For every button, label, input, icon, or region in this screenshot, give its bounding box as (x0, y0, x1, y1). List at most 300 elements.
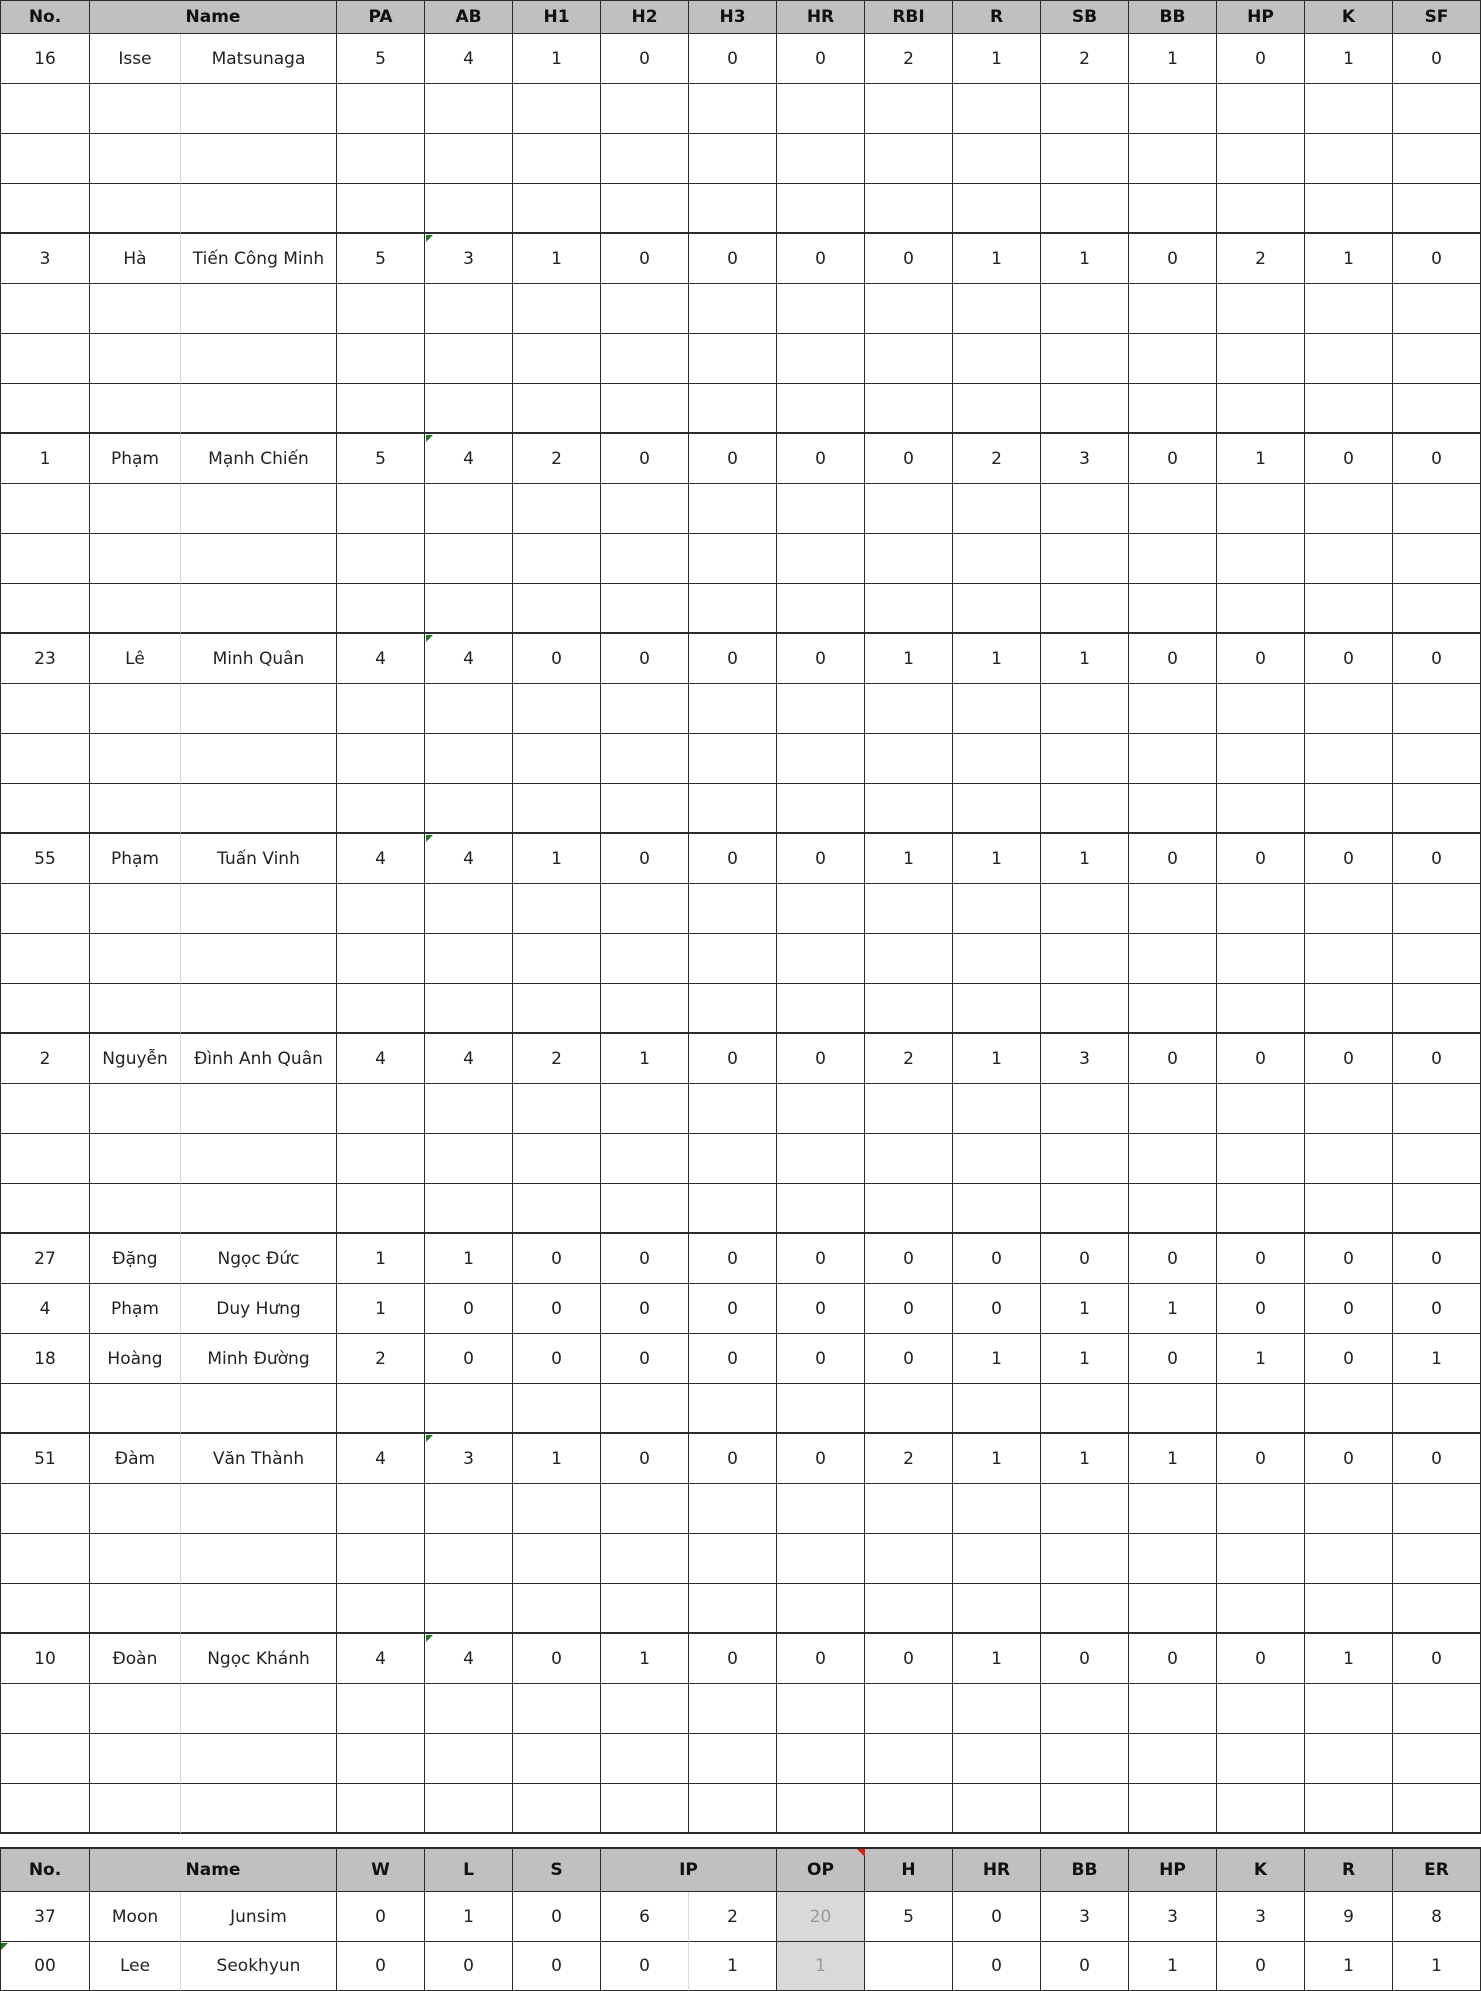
stat-cell[interactable] (1393, 1734, 1481, 1784)
stat-cell[interactable]: 4 (425, 34, 513, 84)
stat-cell[interactable]: 2 (513, 1034, 601, 1084)
stat-cell[interactable] (425, 884, 513, 934)
stat-cell[interactable]: 0 (1393, 1034, 1481, 1084)
stat-cell[interactable]: 0 (1305, 1284, 1393, 1334)
stat-cell[interactable] (865, 484, 953, 534)
stat-cell[interactable] (425, 484, 513, 534)
player-last-name[interactable]: Matsunaga (181, 34, 337, 84)
pitcher-k[interactable]: 3 (1217, 1892, 1305, 1942)
stat-cell[interactable] (689, 584, 777, 634)
stat-cell[interactable] (513, 334, 601, 384)
stat-cell[interactable] (777, 934, 865, 984)
stat-cell[interactable] (425, 734, 513, 784)
stat-cell[interactable] (425, 1584, 513, 1634)
player-number[interactable]: 27 (0, 1234, 90, 1284)
stat-cell[interactable] (337, 934, 425, 984)
stat-cell[interactable]: 1 (337, 1234, 425, 1284)
stat-cell[interactable] (1305, 1184, 1393, 1234)
stat-cell[interactable] (337, 884, 425, 934)
stat-cell[interactable]: 0 (1129, 1334, 1217, 1384)
player-number[interactable]: 2 (0, 1034, 90, 1084)
pitcher-ip-outs[interactable]: 1 (689, 1942, 777, 1991)
stat-cell[interactable]: 1 (953, 834, 1041, 884)
pitch-header-stat[interactable]: R (1305, 1848, 1393, 1892)
stat-cell[interactable] (1305, 784, 1393, 834)
stat-cell[interactable] (777, 684, 865, 734)
player-number[interactable] (0, 334, 90, 384)
stat-cell[interactable]: 0 (777, 1334, 865, 1384)
stat-cell[interactable]: 0 (601, 1284, 689, 1334)
stat-cell[interactable]: 0 (689, 234, 777, 284)
player-last-name[interactable] (181, 134, 337, 184)
stat-cell[interactable] (1305, 384, 1393, 434)
header-no[interactable]: No. (0, 0, 90, 34)
stat-cell[interactable] (513, 1784, 601, 1834)
stat-cell[interactable] (865, 384, 953, 434)
stat-cell[interactable]: 0 (865, 434, 953, 484)
player-first-name[interactable]: Đàm (90, 1434, 181, 1484)
player-first-name[interactable]: Hoàng (90, 1334, 181, 1384)
pitcher-s[interactable]: 0 (513, 1892, 601, 1942)
stat-cell[interactable]: 4 (425, 1634, 513, 1684)
stat-cell[interactable] (1305, 734, 1393, 784)
player-last-name[interactable] (181, 734, 337, 784)
stat-cell[interactable] (513, 84, 601, 134)
stat-cell[interactable]: 1 (1041, 1334, 1129, 1384)
player-first-name[interactable]: Phạm (90, 434, 181, 484)
stat-cell[interactable] (337, 284, 425, 334)
stat-cell[interactable]: 0 (1393, 434, 1481, 484)
pitcher-r[interactable]: 1 (1305, 1942, 1393, 1991)
stat-cell[interactable] (1217, 134, 1305, 184)
player-last-name[interactable]: Tuấn Vinh (181, 834, 337, 884)
stat-cell[interactable]: 0 (1129, 1034, 1217, 1084)
pitcher-last-name[interactable]: Junsim (181, 1892, 337, 1942)
player-number[interactable] (0, 684, 90, 734)
stat-cell[interactable]: 0 (601, 434, 689, 484)
stat-cell[interactable] (425, 1084, 513, 1134)
stat-cell[interactable] (865, 1384, 953, 1434)
player-number[interactable] (0, 384, 90, 434)
stat-cell[interactable] (337, 1784, 425, 1834)
stat-cell[interactable]: 0 (1217, 1434, 1305, 1484)
stat-cell[interactable] (425, 1484, 513, 1534)
player-number[interactable] (0, 1484, 90, 1534)
stat-cell[interactable] (1217, 384, 1305, 434)
stat-cell[interactable]: 1 (425, 1234, 513, 1284)
stat-cell[interactable]: 1 (953, 1634, 1041, 1684)
stat-cell[interactable] (689, 934, 777, 984)
stat-cell[interactable]: 0 (777, 1034, 865, 1084)
pitch-header-stat[interactable]: BB (1041, 1848, 1129, 1892)
player-first-name[interactable] (90, 1534, 181, 1584)
header-stat[interactable]: PA (337, 0, 425, 34)
stat-cell[interactable]: 1 (1305, 234, 1393, 284)
pitcher-er[interactable]: 8 (1393, 1892, 1481, 1942)
player-first-name[interactable] (90, 534, 181, 584)
stat-cell[interactable] (1041, 334, 1129, 384)
stat-cell[interactable] (1217, 1784, 1305, 1834)
stat-cell[interactable] (777, 884, 865, 934)
stat-cell[interactable] (1129, 1734, 1217, 1784)
stat-cell[interactable]: 0 (1129, 634, 1217, 684)
pitch-header-ip[interactable]: IP (601, 1848, 777, 1892)
player-first-name[interactable]: Phạm (90, 1284, 181, 1334)
stat-cell[interactable]: 1 (513, 234, 601, 284)
stat-cell[interactable]: 0 (777, 234, 865, 284)
header-stat[interactable]: SB (1041, 0, 1129, 34)
stat-cell[interactable] (1129, 884, 1217, 934)
stat-cell[interactable] (865, 984, 953, 1034)
stat-cell[interactable] (1129, 284, 1217, 334)
stat-cell[interactable] (777, 784, 865, 834)
stat-cell[interactable]: 0 (513, 1284, 601, 1334)
stat-cell[interactable] (689, 1134, 777, 1184)
pitch-header-stat[interactable]: K (1217, 1848, 1305, 1892)
stat-cell[interactable]: 0 (777, 1434, 865, 1484)
stat-cell[interactable] (1041, 384, 1129, 434)
pitch-header-no[interactable]: No. (0, 1848, 90, 1892)
player-first-name[interactable] (90, 1734, 181, 1784)
stat-cell[interactable] (513, 584, 601, 634)
stat-cell[interactable] (337, 534, 425, 584)
player-number[interactable] (0, 284, 90, 334)
stat-cell[interactable]: 0 (1041, 1634, 1129, 1684)
stat-cell[interactable]: 0 (865, 1234, 953, 1284)
stat-cell[interactable] (1217, 784, 1305, 834)
stat-cell[interactable] (601, 1084, 689, 1134)
stat-cell[interactable]: 0 (1305, 834, 1393, 884)
stat-cell[interactable] (1217, 734, 1305, 784)
pitch-header-name[interactable]: Name (90, 1848, 337, 1892)
player-first-name[interactable]: Đặng (90, 1234, 181, 1284)
stat-cell[interactable] (1305, 134, 1393, 184)
stat-cell[interactable]: 0 (513, 634, 601, 684)
stat-cell[interactable]: 0 (689, 634, 777, 684)
player-first-name[interactable] (90, 884, 181, 934)
player-number[interactable] (0, 1784, 90, 1834)
stat-cell[interactable] (601, 534, 689, 584)
section-gap[interactable] (0, 1834, 1481, 1848)
player-last-name[interactable]: Văn Thành (181, 1434, 337, 1484)
player-number[interactable]: 1 (0, 434, 90, 484)
stat-cell[interactable]: 3 (425, 234, 513, 284)
stat-cell[interactable] (689, 1784, 777, 1834)
stat-cell[interactable] (1129, 584, 1217, 634)
stat-cell[interactable] (1393, 134, 1481, 184)
header-stat[interactable]: SF (1393, 0, 1481, 34)
pitcher-op[interactable]: 1 (777, 1942, 865, 1991)
stat-cell[interactable] (777, 1734, 865, 1784)
header-stat[interactable]: BB (1129, 0, 1217, 34)
player-number[interactable]: 10 (0, 1634, 90, 1684)
stat-cell[interactable] (1217, 584, 1305, 634)
player-last-name[interactable] (181, 1384, 337, 1434)
stat-cell[interactable] (865, 184, 953, 234)
player-last-name[interactable]: Đình Anh Quân (181, 1034, 337, 1084)
player-first-name[interactable] (90, 84, 181, 134)
stat-cell[interactable] (777, 484, 865, 534)
stat-cell[interactable]: 1 (953, 34, 1041, 84)
stat-cell[interactable]: 1 (1041, 634, 1129, 684)
stat-cell[interactable] (1305, 584, 1393, 634)
stat-cell[interactable] (425, 1534, 513, 1584)
player-number[interactable]: 18 (0, 1334, 90, 1384)
stat-cell[interactable] (1129, 84, 1217, 134)
player-first-name[interactable] (90, 984, 181, 1034)
stat-cell[interactable]: 4 (337, 834, 425, 884)
stat-cell[interactable]: 0 (865, 234, 953, 284)
stat-cell[interactable]: 4 (425, 1034, 513, 1084)
stat-cell[interactable] (953, 1684, 1041, 1734)
pitcher-number[interactable]: 37 (0, 1892, 90, 1942)
stat-cell[interactable]: 0 (513, 1334, 601, 1384)
player-last-name[interactable] (181, 1134, 337, 1184)
stat-cell[interactable]: 1 (337, 1284, 425, 1334)
player-first-name[interactable]: Nguyễn (90, 1034, 181, 1084)
stat-cell[interactable] (1129, 1384, 1217, 1434)
pitch-header-l[interactable]: L (425, 1848, 513, 1892)
pitcher-w[interactable]: 0 (337, 1892, 425, 1942)
stat-cell[interactable] (1393, 1134, 1481, 1184)
stat-cell[interactable]: 0 (777, 1234, 865, 1284)
player-last-name[interactable] (181, 784, 337, 834)
stat-cell[interactable]: 2 (337, 1334, 425, 1384)
stat-cell[interactable] (601, 1584, 689, 1634)
player-first-name[interactable] (90, 1584, 181, 1634)
stat-cell[interactable] (1217, 884, 1305, 934)
stat-cell[interactable] (425, 184, 513, 234)
stat-cell[interactable] (689, 134, 777, 184)
stat-cell[interactable]: 1 (513, 834, 601, 884)
stat-cell[interactable] (513, 934, 601, 984)
stat-cell[interactable] (1393, 1184, 1481, 1234)
stat-cell[interactable] (1041, 484, 1129, 534)
stat-cell[interactable] (953, 984, 1041, 1034)
pitch-header-stat[interactable]: HP (1129, 1848, 1217, 1892)
stat-cell[interactable] (601, 284, 689, 334)
stat-cell[interactable] (689, 484, 777, 534)
stat-cell[interactable] (777, 1484, 865, 1534)
pitcher-ip-innings[interactable]: 0 (601, 1942, 689, 1991)
player-last-name[interactable] (181, 1734, 337, 1784)
stat-cell[interactable] (689, 884, 777, 934)
player-number[interactable] (0, 784, 90, 834)
stat-cell[interactable] (689, 1684, 777, 1734)
stat-cell[interactable] (1393, 1084, 1481, 1134)
stat-cell[interactable]: 1 (865, 834, 953, 884)
stat-cell[interactable] (689, 1084, 777, 1134)
stat-cell[interactable] (1129, 1484, 1217, 1534)
stat-cell[interactable] (337, 1684, 425, 1734)
stat-cell[interactable]: 0 (601, 634, 689, 684)
stat-cell[interactable] (601, 134, 689, 184)
pitch-header-op[interactable]: OP (777, 1848, 865, 1892)
stat-cell[interactable]: 0 (1305, 1334, 1393, 1384)
stat-cell[interactable] (689, 1584, 777, 1634)
stat-cell[interactable] (425, 84, 513, 134)
stat-cell[interactable] (1305, 1084, 1393, 1134)
pitcher-last-name[interactable]: Seokhyun (181, 1942, 337, 1991)
pitcher-hp[interactable]: 1 (1129, 1942, 1217, 1991)
stat-cell[interactable] (777, 1584, 865, 1634)
stat-cell[interactable]: 1 (1217, 434, 1305, 484)
player-last-name[interactable] (181, 1484, 337, 1534)
stat-cell[interactable] (1041, 1084, 1129, 1134)
stat-cell[interactable] (953, 734, 1041, 784)
stat-cell[interactable]: 4 (337, 634, 425, 684)
stat-cell[interactable]: 0 (1393, 1284, 1481, 1334)
stat-cell[interactable] (1129, 184, 1217, 234)
stat-cell[interactable] (601, 584, 689, 634)
player-first-name[interactable] (90, 784, 181, 834)
stat-cell[interactable] (1129, 1684, 1217, 1734)
player-number[interactable] (0, 1584, 90, 1634)
stat-cell[interactable]: 0 (1393, 1234, 1481, 1284)
stat-cell[interactable] (601, 684, 689, 734)
player-number[interactable] (0, 984, 90, 1034)
stat-cell[interactable] (777, 84, 865, 134)
stat-cell[interactable] (953, 1384, 1041, 1434)
stat-cell[interactable] (1305, 1134, 1393, 1184)
player-last-name[interactable]: Ngọc Đức (181, 1234, 337, 1284)
stat-cell[interactable] (1129, 684, 1217, 734)
stat-cell[interactable] (513, 484, 601, 534)
stat-cell[interactable]: 1 (1129, 34, 1217, 84)
stat-cell[interactable] (513, 1184, 601, 1234)
player-first-name[interactable] (90, 334, 181, 384)
pitcher-ip-innings[interactable]: 6 (601, 1892, 689, 1942)
stat-cell[interactable] (601, 1734, 689, 1784)
stat-cell[interactable]: 4 (425, 834, 513, 884)
player-number[interactable] (0, 1534, 90, 1584)
stat-cell[interactable] (865, 1684, 953, 1734)
stat-cell[interactable] (689, 84, 777, 134)
pitcher-first-name[interactable]: Moon (90, 1892, 181, 1942)
stat-cell[interactable] (425, 934, 513, 984)
stat-cell[interactable] (865, 134, 953, 184)
player-last-name[interactable] (181, 1084, 337, 1134)
stat-cell[interactable]: 4 (425, 634, 513, 684)
stat-cell[interactable] (601, 984, 689, 1034)
stat-cell[interactable] (689, 334, 777, 384)
stat-cell[interactable] (689, 684, 777, 734)
stat-cell[interactable] (777, 1084, 865, 1134)
stat-cell[interactable]: 1 (953, 1034, 1041, 1084)
stat-cell[interactable] (601, 1784, 689, 1834)
player-last-name[interactable]: Tiến Công Minh (181, 234, 337, 284)
pitch-header-stat[interactable]: H (865, 1848, 953, 1892)
stat-cell[interactable]: 1 (513, 34, 601, 84)
player-number[interactable] (0, 734, 90, 784)
stat-cell[interactable] (1129, 334, 1217, 384)
stat-cell[interactable] (601, 934, 689, 984)
stat-cell[interactable] (953, 384, 1041, 434)
player-last-name[interactable]: Mạnh Chiến (181, 434, 337, 484)
stat-cell[interactable] (1305, 1384, 1393, 1434)
stat-cell[interactable] (1041, 284, 1129, 334)
stat-cell[interactable] (513, 984, 601, 1034)
stat-cell[interactable] (1393, 984, 1481, 1034)
stat-cell[interactable]: 0 (1305, 1434, 1393, 1484)
stat-cell[interactable]: 0 (1393, 1434, 1481, 1484)
stat-cell[interactable] (1041, 934, 1129, 984)
stat-cell[interactable] (953, 1534, 1041, 1584)
player-first-name[interactable] (90, 734, 181, 784)
stat-cell[interactable] (865, 1084, 953, 1134)
stat-cell[interactable] (953, 1184, 1041, 1234)
stat-cell[interactable]: 2 (1217, 234, 1305, 284)
player-number[interactable] (0, 184, 90, 234)
stat-cell[interactable]: 4 (337, 1634, 425, 1684)
stat-cell[interactable] (513, 1384, 601, 1434)
stat-cell[interactable] (1305, 1584, 1393, 1634)
stat-cell[interactable] (953, 1484, 1041, 1534)
stat-cell[interactable] (953, 1584, 1041, 1634)
stat-cell[interactable]: 0 (601, 1434, 689, 1484)
player-first-name[interactable] (90, 284, 181, 334)
stat-cell[interactable]: 0 (601, 1334, 689, 1384)
stat-cell[interactable] (601, 1184, 689, 1234)
stat-cell[interactable] (1217, 1484, 1305, 1534)
stat-cell[interactable] (1217, 484, 1305, 534)
stat-cell[interactable]: 0 (1129, 434, 1217, 484)
stat-cell[interactable] (865, 934, 953, 984)
stat-cell[interactable]: 0 (865, 1334, 953, 1384)
stat-cell[interactable] (337, 684, 425, 734)
player-first-name[interactable]: Phạm (90, 834, 181, 884)
stat-cell[interactable] (865, 1784, 953, 1834)
stat-cell[interactable] (1129, 784, 1217, 834)
stat-cell[interactable]: 0 (865, 1284, 953, 1334)
stat-cell[interactable] (1129, 1184, 1217, 1234)
stat-cell[interactable]: 4 (337, 1434, 425, 1484)
pitcher-l[interactable]: 1 (425, 1892, 513, 1942)
stat-cell[interactable] (337, 1084, 425, 1134)
stat-cell[interactable] (1217, 334, 1305, 384)
stat-cell[interactable]: 0 (601, 234, 689, 284)
stat-cell[interactable]: 1 (865, 634, 953, 684)
stat-cell[interactable] (425, 134, 513, 184)
stat-cell[interactable] (337, 334, 425, 384)
pitch-header-stat[interactable]: ER (1393, 1848, 1481, 1892)
stat-cell[interactable] (337, 1534, 425, 1584)
stat-cell[interactable]: 1 (1393, 1334, 1481, 1384)
stat-cell[interactable] (1041, 134, 1129, 184)
stat-cell[interactable] (865, 1534, 953, 1584)
stat-cell[interactable] (425, 784, 513, 834)
player-last-name[interactable] (181, 684, 337, 734)
stat-cell[interactable]: 0 (1305, 1034, 1393, 1084)
stat-cell[interactable]: 0 (1129, 1234, 1217, 1284)
stat-cell[interactable] (953, 684, 1041, 734)
player-first-name[interactable] (90, 584, 181, 634)
pitcher-op[interactable]: 20 (777, 1892, 865, 1942)
stat-cell[interactable]: 0 (601, 1234, 689, 1284)
stat-cell[interactable] (1393, 1384, 1481, 1434)
stat-cell[interactable] (1041, 84, 1129, 134)
stat-cell[interactable]: 0 (1217, 34, 1305, 84)
stat-cell[interactable] (601, 734, 689, 784)
player-number[interactable] (0, 584, 90, 634)
stat-cell[interactable] (337, 1184, 425, 1234)
stat-cell[interactable]: 0 (689, 434, 777, 484)
stat-cell[interactable] (1129, 984, 1217, 1034)
pitcher-hr[interactable]: 0 (953, 1892, 1041, 1942)
stat-cell[interactable] (513, 1484, 601, 1534)
player-first-name[interactable] (90, 384, 181, 434)
stat-cell[interactable] (1217, 1684, 1305, 1734)
